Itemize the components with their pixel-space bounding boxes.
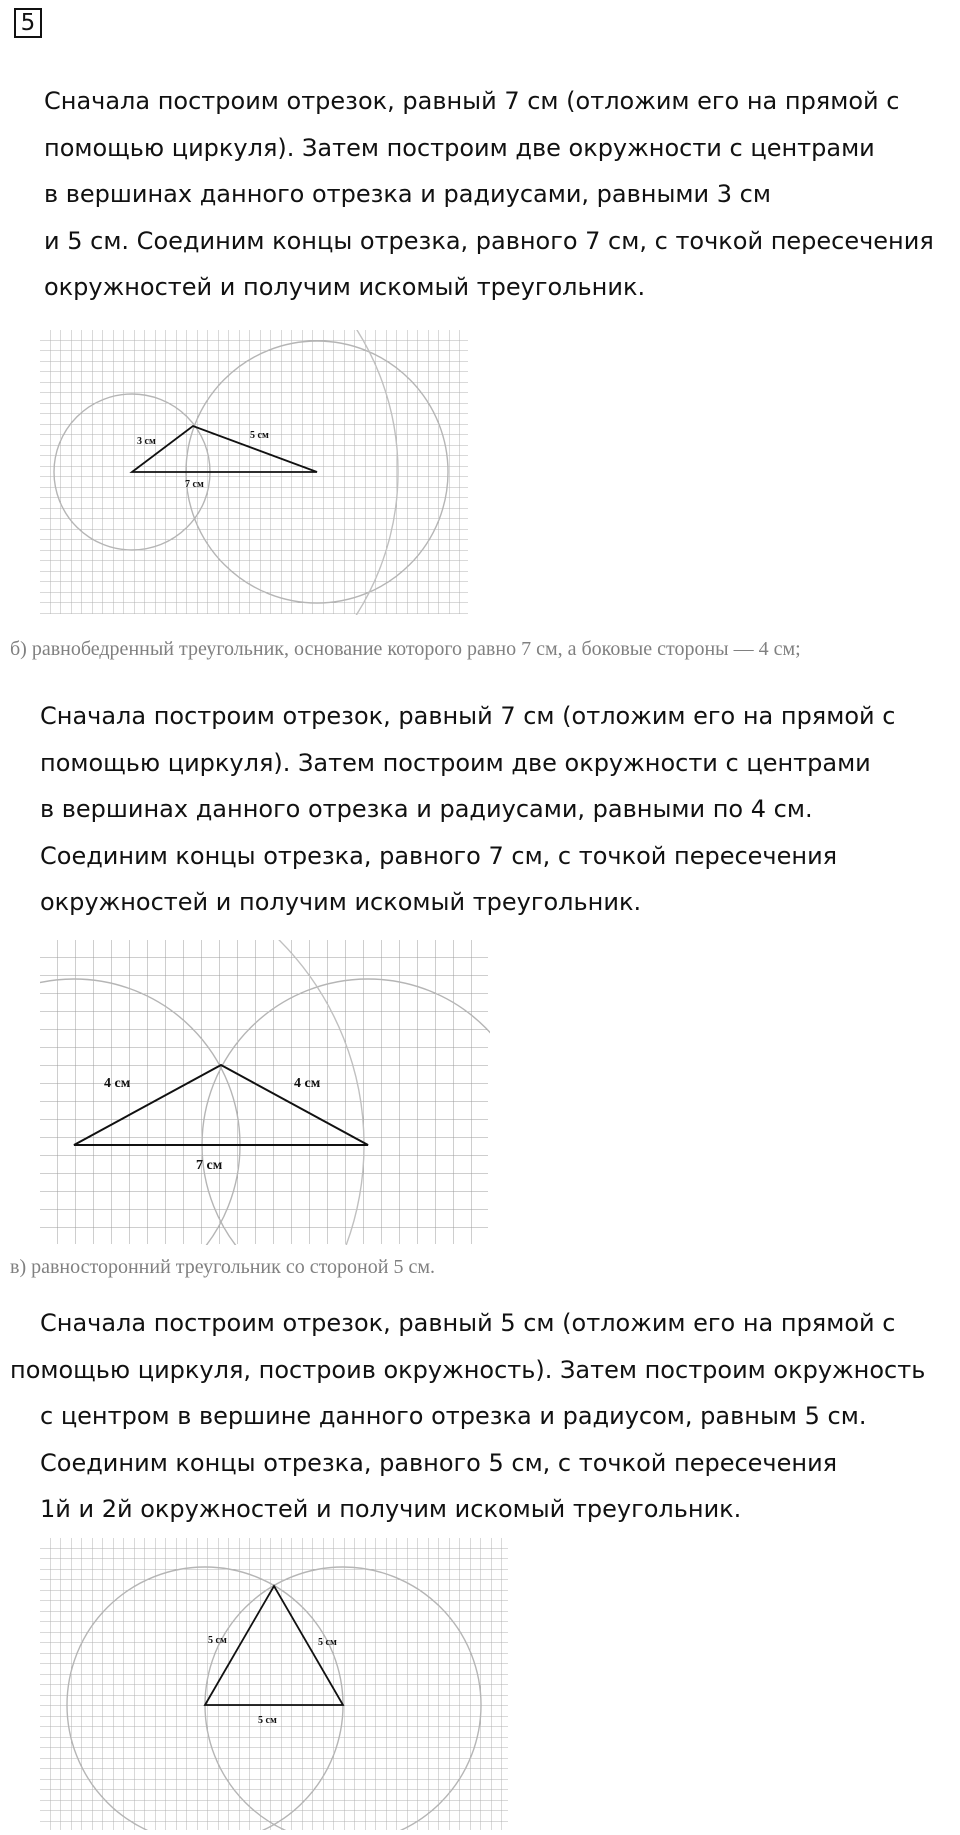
- label-side-right: 4 см: [294, 1076, 321, 1091]
- part-a-solution-text: Сначала построим отрезок, равный 7 см (отложим его на прямой с помощью циркуля). Затем построим две окружности с центрами в вершинах данного отрезка и радиусами, равными 3 см и 5 см. Соединим концы отрезка, равного 7 см, с точкой пересечения окружностей и получим искомый треугольник.: [44, 87, 934, 301]
- part-c-caption: в) равносторонний треугольник со стороной 5 см.: [10, 1256, 435, 1278]
- label-side-right: 5 см: [250, 430, 269, 441]
- grid-drawing: [40, 940, 490, 1245]
- part-c-solution-text: Сначала построим отрезок, равный 5 см (отложим его на прямой с помощью циркуля, построив окружность). Затем построим окружность с центром в вершине данного отрезка и радиусом, равным 5 см. Соединим концы отрезка, равного 5 см, с точкой пересечения 1й и 2й окружностей и получим искомый треугольник.: [10, 1309, 926, 1523]
- label-base: 7 см: [196, 1158, 223, 1173]
- label-side-left: 5 см: [208, 1635, 227, 1646]
- grid-drawing: [40, 1538, 510, 1830]
- label-side-left: 4 см: [104, 1076, 131, 1091]
- label-side-right: 5 см: [318, 1637, 337, 1648]
- task-number: 5: [14, 8, 42, 38]
- label-base: 5 см: [258, 1715, 277, 1726]
- grid-background: [40, 940, 488, 1244]
- part-b-caption: б) равнобедренный треугольник, основание которого равно 7 см, а боковые стороны — 4 см;: [10, 638, 801, 660]
- grid-background: [40, 1538, 508, 1830]
- grid-drawing: [40, 330, 470, 615]
- label-side-left: 3 см: [137, 436, 156, 447]
- figure-triangle-5-5-5: [40, 1538, 510, 1830]
- label-base: 7 см: [185, 479, 204, 490]
- figure-triangle-4-4-7: [40, 940, 490, 1245]
- figure-triangle-3-5-7: [40, 330, 470, 615]
- part-b-solution-text: Сначала построим отрезок, равный 7 см (отложим его на прямой с помощью циркуля). Затем построим две окружности с центрами в вершинах данного отрезка и радиусами, равными по 4 см. Соединим концы отрезка, равного 7 см, с точкой пересечения окружностей и получим искомый треугольник.: [40, 702, 896, 916]
